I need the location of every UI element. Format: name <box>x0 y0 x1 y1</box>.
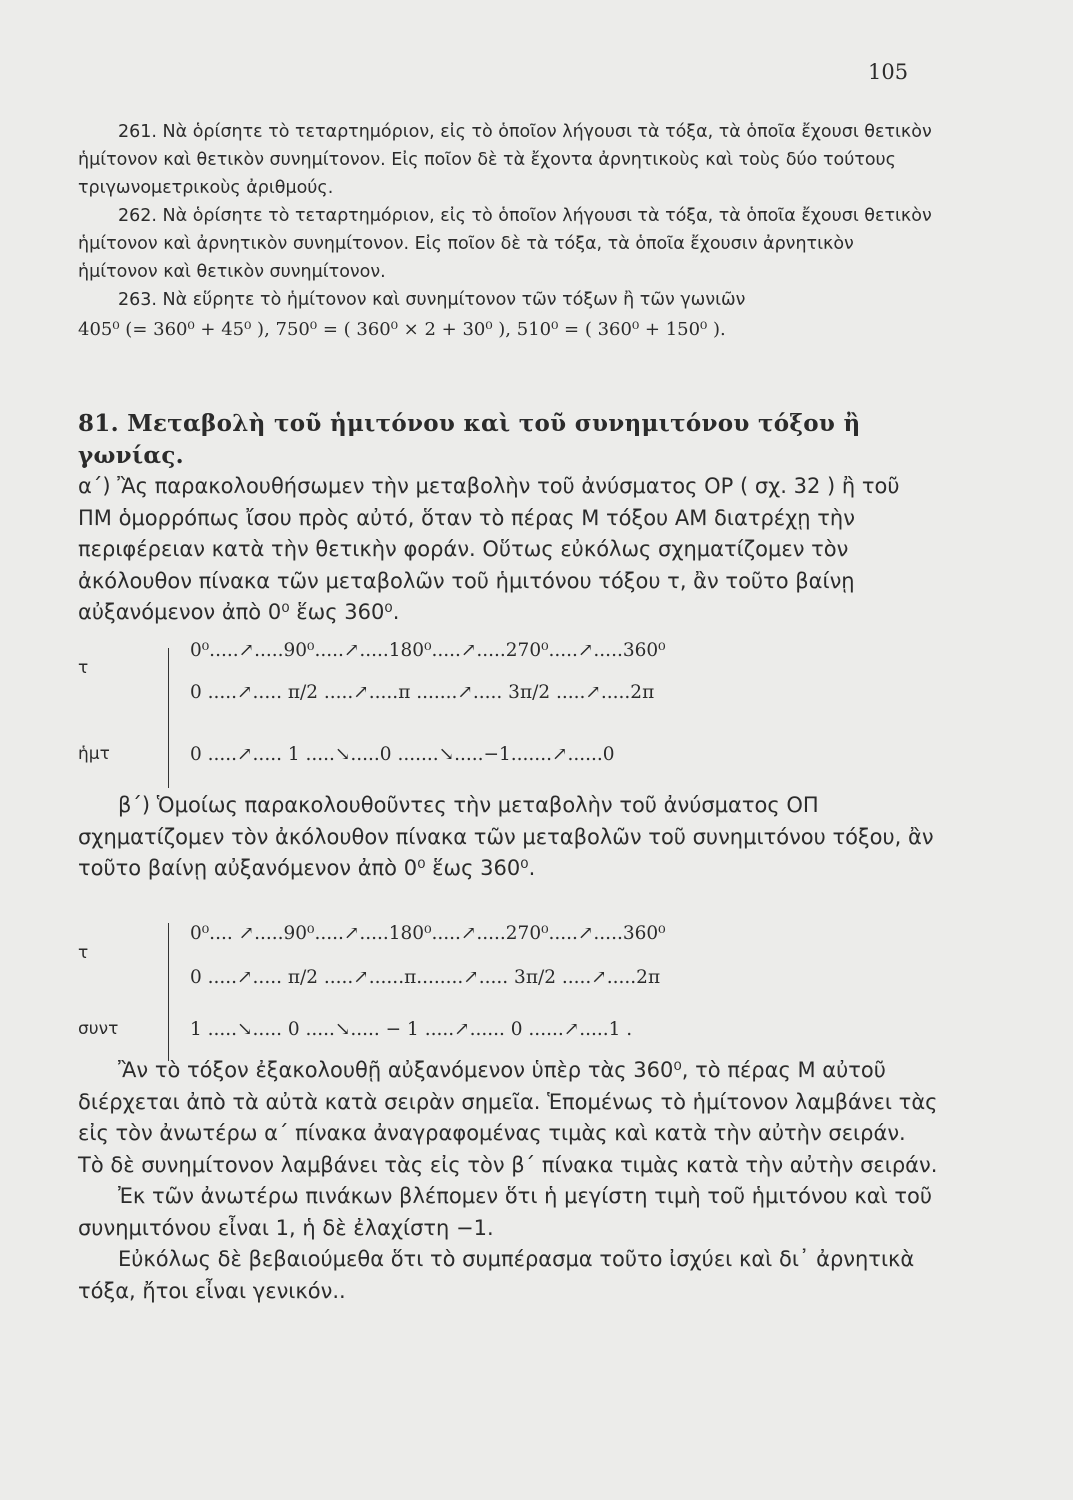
row-label-sin: ἡμτ <box>78 744 110 764</box>
closing-block <box>78 1055 938 1307</box>
section-81-paragraph-b-wrap <box>78 790 938 885</box>
row-label-cos: συντ <box>78 1019 119 1039</box>
exercises-block <box>78 118 936 344</box>
closing-paragraph-3: Εὐκόλως δὲ βεβαιούμεθα ὅτι τὸ συμπέρασμα τοῦτο ἰσχύει καὶ δι᾽ ἀρνητικὰ τόξα, ἤτοι εἶναι γενικόν.. <box>78 1247 915 1303</box>
row-radians: 0 .....↗..... π/2 .....↗......π........↗..... 3π/2 .....↗.....2π <box>190 967 661 988</box>
cosine-variation-table <box>78 905 948 1060</box>
page-number: 105 <box>868 60 909 84</box>
row-radians: 0 .....↗..... π/2 .....↗.....π .......↗..... 3π/2 .....↗.....2π <box>190 682 655 703</box>
row-cosine-values: 1 .....↘..... 0 .....↘..... − 1 .....↗...... 0 ......↗.....1 . <box>190 1019 633 1040</box>
exercise-261: 261. Νὰ ὁρίσητε τὸ τεταρτημόριον, εἰς τὸ ὁποῖον λήγουσι τὰ τόξα, τὰ ὁποῖα ἔχουσι θετικὸν ἡμίτονον καὶ θετικὸν συνημίτονον. Εἰς ποῖον δὲ τὰ ἔχοντα ἀρνητικοὺς καὶ τοὺς δύο τούτους τριγωνομετρικοὺς ἀριθμούς. <box>78 122 932 198</box>
table-row <box>78 1019 948 1053</box>
row-degrees: 0⁰.... ↗.....90⁰.....↗.....180⁰.....↗.....270⁰.....↗.....360⁰ <box>190 923 666 944</box>
section-81-paragraph-a: α΄) Ἂς παρακολουθήσωμεν τὴν μεταβολὴν τοῦ ἀνύσματος ΟΡ ( σχ. 32 ) ἢ τοῦ ΠΜ ὁμορρόπως ἴσου πρὸς αὐτό, ὅταν τὸ πέρας Μ τόξου ΑΜ διατρέχῃ τὴν περιφέρειαν κατὰ τὴν θετικὴν φοράν. Οὕτως εὐκόλως σχηματίζομεν τὸν ἀκόλουθον πίνακα τῶν μεταβολῶν τοῦ ἡμιτόνου τόξου τ, ἂν τοῦτο βαίνῃ αὐξανόμενον ἀπὸ 0⁰ ἕως 360⁰. <box>78 474 900 624</box>
exercise-263: 263. Νὰ εὕρητε τὸ ἡμίτονον καὶ συνημίτονον τῶν τόξων ἢ τῶν γωνιῶν <box>118 290 746 310</box>
section-81-paragraph-b: β΄) Ὁμοίως παρακολουθοῦντες τὴν μεταβολὴν τοῦ ἀνύσματος ΟΠ σχηματίζομεν τὸν ἀκόλουθον πίνακα τῶν μεταβολῶν τοῦ συνημιτόνου τόξου, ἂν τοῦτο βαίνῃ αὐξανόμενον ἀπὸ 0⁰ ἕως 360⁰. <box>78 793 934 880</box>
sine-variation-table <box>78 640 948 790</box>
table-row <box>78 682 948 716</box>
table-row <box>78 744 948 778</box>
section-81-heading: 81. Μεταβολὴ τοῦ ἡμιτόνου καὶ τοῦ συνημιτόνου τόξου ἢ γωνίας. <box>78 410 861 469</box>
row-label-tau: τ <box>78 943 89 963</box>
exercise-263-equation: 405⁰ (= 360⁰ + 45⁰ ), 750⁰ = ( 360⁰ × 2 + 30⁰ ), 510⁰ = ( 360⁰ + 150⁰ ). <box>78 319 726 340</box>
table-row <box>78 967 948 1001</box>
section-81 <box>78 408 938 629</box>
table-row <box>78 640 948 678</box>
closing-paragraph-2: Ἐκ τῶν ἀνωτέρω πινάκων βλέπομεν ὅτι ἡ μεγίστη τιμὴ τοῦ ἡμιτόνου καὶ τοῦ συνημιτόνου εἶναι 1, ἡ δὲ ἐλαχίστη −1. <box>78 1184 933 1240</box>
closing-paragraph-1: Ἂν τὸ τόξον ἐξακολουθῇ αὐξανόμενον ὑπὲρ τὰς 360⁰, τὸ πέρας Μ αὐτοῦ διέρχεται ἀπὸ τὰ αὐτὰ κατὰ σειρὰν σημεῖα. Ἑπομένως τὸ ἡμίτονον λαμβάνει τὰς εἰς τὸν ἀνωτέρω α΄ πίνακα ἀναγραφομένας τιμὰς καὶ κατὰ τὴν αὐτὴν σειράν. Τὸ δὲ συνημίτονον λαμβάνει τὰς εἰς τὸν β΄ πίνακα τιμὰς κατὰ τὴν αὐτὴν σειράν. <box>78 1058 938 1177</box>
exercise-262: 262. Νὰ ὁρίσητε τὸ τεταρτημόριον, εἰς τὸ ὁποῖον λήγουσι τὰ τόξα, τὰ ὁποῖα ἔχουσι θετικὸν ἡμίτονον καὶ ἀρνητικὸν συνημίτονον. Εἰς ποῖον δὲ τὰ τόξα, τὰ ὁποῖα ἔχουσιν ἀρνητικὸν ἡμίτονον καὶ θετικὸν συνημίτονον. <box>78 206 932 282</box>
table-row <box>78 923 948 963</box>
row-degrees: 0⁰.....↗.....90⁰.....↗.....180⁰.....↗.....270⁰.....↗.....360⁰ <box>190 640 666 661</box>
row-sine-values: 0 .....↗..... 1 .....↘.....0 .......↘.....−1.......↗......0 <box>190 744 615 765</box>
row-label-tau: τ <box>78 658 89 678</box>
